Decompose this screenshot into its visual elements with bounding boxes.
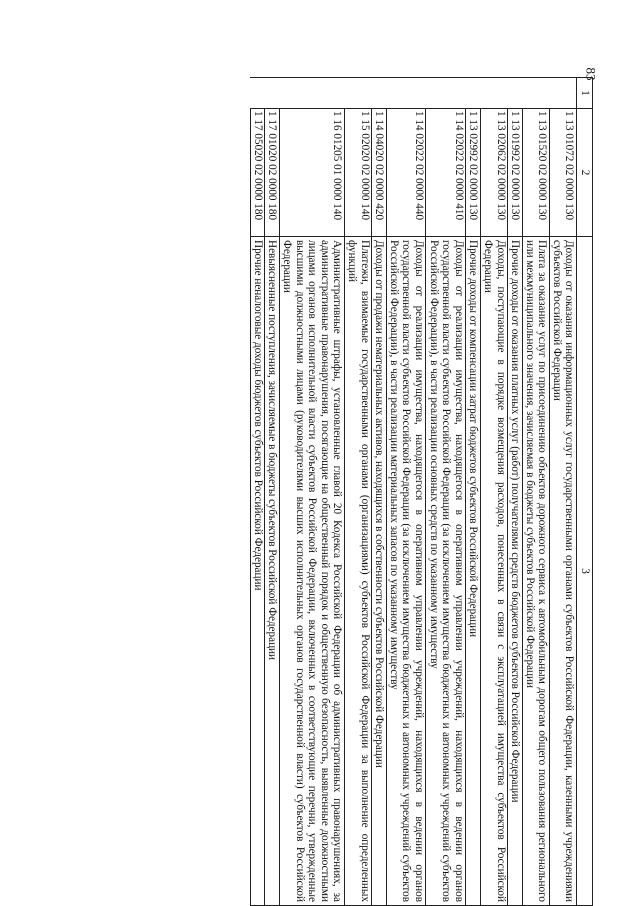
revenue-code-cell: 1 14 02022 02 0000 410 (426, 109, 466, 237)
table-row (549, 78, 576, 906)
table-row (344, 78, 371, 906)
row-number-cell (386, 78, 426, 109)
row-number-cell (250, 78, 265, 109)
revenue-code-cell: 1 13 01072 02 0000 130 (549, 109, 576, 237)
table-row (466, 78, 481, 906)
table-row (522, 78, 549, 906)
revenue-code-cell: 1 14 04020 02 0000 420 (372, 109, 387, 237)
row-number-cell (480, 78, 507, 109)
revenue-description-cell: Доходы, поступающие в порядке возмещения расходов, понесенных в связи с эксплуатацией имущества субъектов Российской Федерации (480, 237, 507, 906)
table-row (372, 78, 387, 906)
table-row (265, 78, 280, 906)
revenue-code-cell: 1 17 01020 02 0000 180 (265, 109, 280, 237)
row-number-cell (522, 78, 549, 109)
revenue-description-cell: Доходы от реализации имущества, находящегося в оперативном управлении учреждений, находящихся в ведении органов государственной власти субъектов Российской Федерации (за исключением имущества бюджетных и автономных учреждений субъектов Российской Федерации), в части реализации основных средств по указанному имуществу (426, 237, 466, 906)
revenue-description-cell: Доходы от реализации имущества, находящегося в оперативном управлении учреждений, находящихся в ведении органов государственной власти субъектов Российской Федерации (за исключением имущества бюджетных и автономных учреждений субъектов Российской Федерации), в части реализации материальных запасов по указанному имуществу (386, 237, 426, 906)
column-header-3: 3 (577, 237, 593, 906)
row-number-cell (372, 78, 387, 109)
row-number-cell (265, 78, 280, 109)
revenue-code-cell: 1 13 01992 02 0000 130 (508, 109, 523, 237)
revenue-codes-table (250, 77, 593, 906)
revenue-code-cell: 1 13 02062 02 0000 130 (480, 109, 507, 237)
revenue-description-cell: Невыясненные поступления, зачисляемые в бюджеты субъектов Российской Федерации (265, 237, 280, 906)
table-header-row (577, 78, 593, 906)
revenue-description-cell: Плата за оказание услуг по присоединению объектов дорожного сервиса к автомобильным дорогам общего пользования регионального или межмуниципального значения, зачисляемая в бюджеты субъектов Российской Федерации (522, 237, 549, 906)
revenue-description-cell: Прочие неналоговые доходы бюджетов субъектов Российской Федерации (250, 237, 265, 906)
table-row (279, 78, 344, 906)
page-number: 83 (583, 67, 599, 81)
revenue-description-cell: Доходы от продажи нематериальных активов, находящихся в собственности субъектов Российской Федерации (372, 237, 387, 906)
column-header-1: 1 (577, 78, 593, 109)
revenue-code-cell: 1 17 05020 02 0000 180 (250, 109, 265, 237)
table-row (250, 78, 265, 906)
revenue-description-cell: Административные штрафы, установленные главой 20 Кодекса Российской Федерации об административных правонарушениях, за административные правонарушения, посягающие на общественный порядок и общественную безопасность, выявленные должностными лицами органов исполнительной власти субъектов Российской Федерации, включенных в соответствующие перечни, утвержденные высшими должностными лицами (руководителями высших исполнительных органов государственной власти) субъектов Российской Федерации (279, 237, 344, 906)
revenue-description-cell: Прочие доходы от оказания платных услуг (работ) получателями средств бюджетов субъектов Российской Федерации (508, 237, 523, 906)
table-row (480, 78, 507, 906)
revenue-description-cell: Платежи, взимаемые государственными органами (организациями) субъектов Российской Федерации за выполнение определенных функций (344, 237, 371, 906)
revenue-code-cell: 1 13 01520 02 0000 130 (522, 109, 549, 237)
row-number-cell (426, 78, 466, 109)
revenue-code-cell: 1 13 02992 02 0000 130 (466, 109, 481, 237)
revenue-description-cell: Прочие доходы от компенсации затрат бюджетов субъектов Российской Федерации (466, 237, 481, 906)
table-row (508, 78, 523, 906)
row-number-cell (549, 78, 576, 109)
rotated-page-content (97, 77, 593, 905)
revenue-code-cell: 1 16 01205 01 0000 140 (279, 109, 344, 237)
revenue-description-cell: Доходы от оказания информационных услуг государственными органами субъектов Российской Федерации, казенными учреждениями субъектов Российской Федерации (549, 237, 576, 906)
row-number-cell (466, 78, 481, 109)
table-row (426, 78, 466, 906)
table-row (386, 78, 426, 906)
column-header-2: 2 (577, 109, 593, 237)
revenue-code-cell: 1 14 02022 02 0000 440 (386, 109, 426, 237)
row-number-cell (344, 78, 371, 109)
row-number-cell (508, 78, 523, 109)
row-number-cell (279, 78, 344, 109)
revenue-code-cell: 1 15 02020 02 0000 140 (344, 109, 371, 237)
table-body (250, 78, 576, 906)
